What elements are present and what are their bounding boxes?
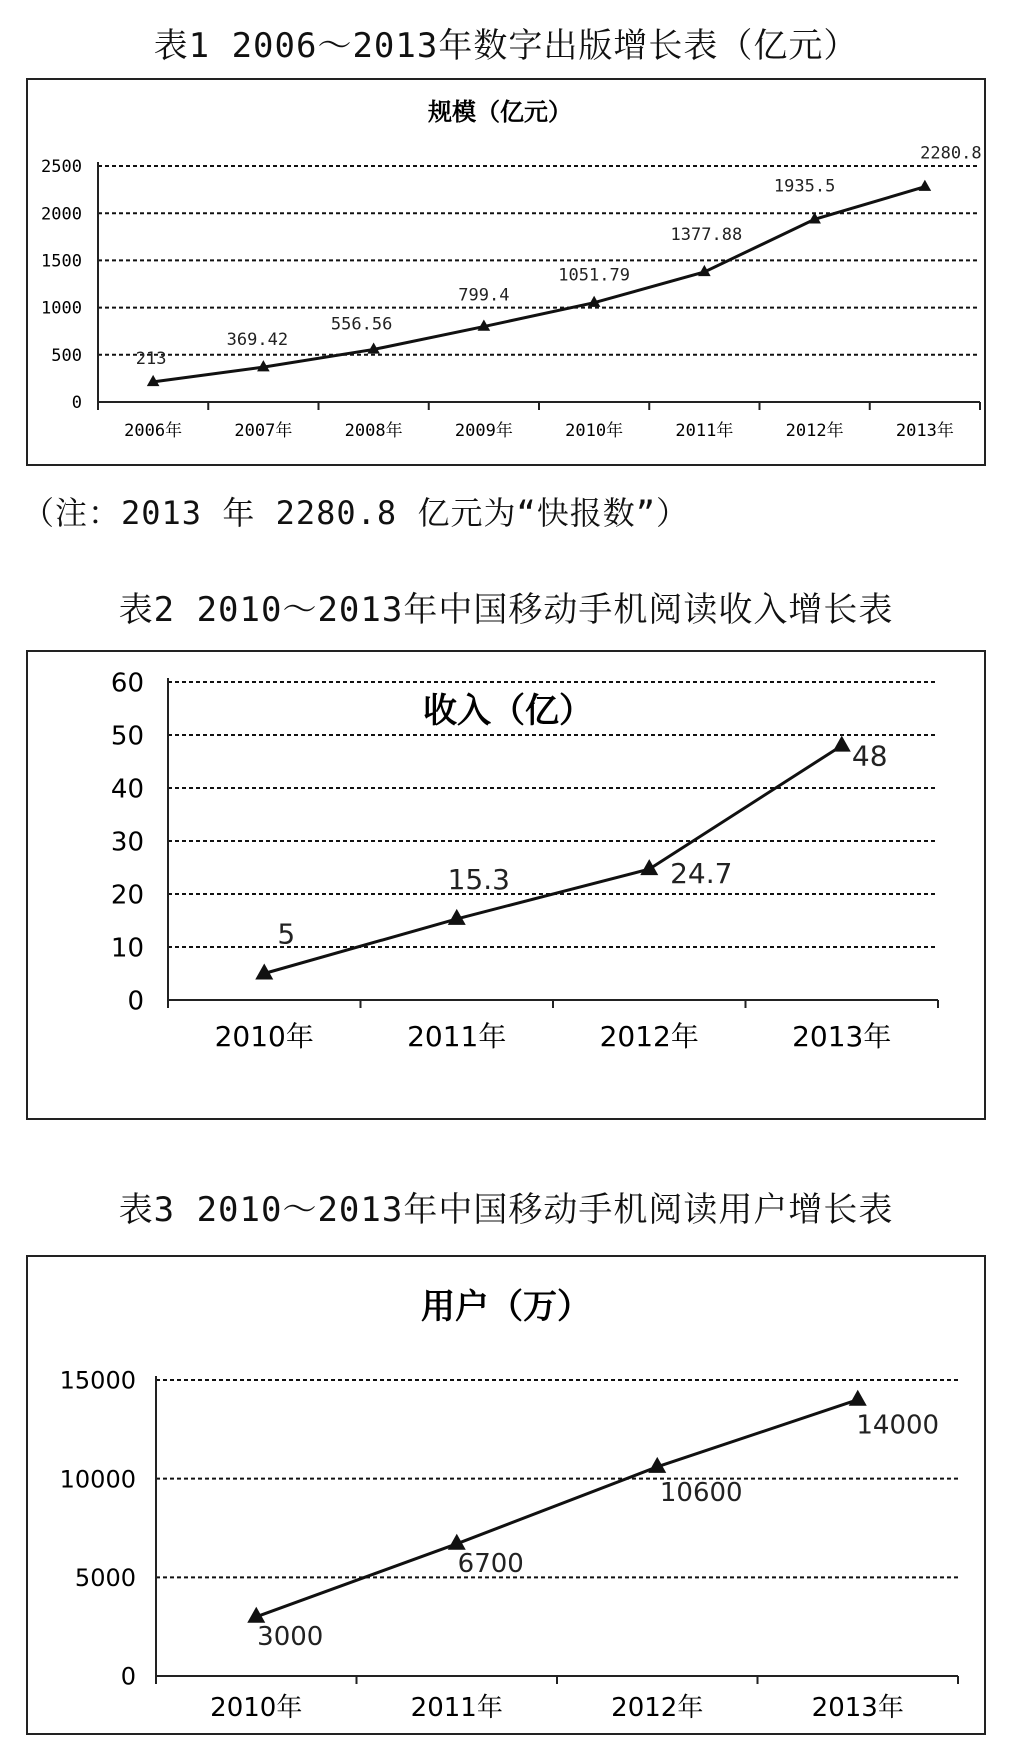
data-label: 556.56 xyxy=(330,314,393,335)
data-label: 14000 xyxy=(856,1410,940,1441)
y-tick-label: 1000 xyxy=(41,298,82,319)
y-tick-label: 1500 xyxy=(41,251,82,272)
data-label: 213 xyxy=(135,348,167,369)
x-tick-label: 2008年 xyxy=(344,421,403,441)
data-label: 2280.8 xyxy=(920,143,982,164)
y-tick-label: 0 xyxy=(120,1662,136,1691)
data-label: 10600 xyxy=(659,1477,743,1508)
x-tick-label: 2011年 xyxy=(407,1020,507,1053)
y-tick-label: 20 xyxy=(110,880,144,911)
x-tick-label: 2013年 xyxy=(895,421,954,441)
x-tick-label: 2010年 xyxy=(210,1693,303,1723)
chart-title: 用户（万） xyxy=(421,1287,591,1327)
data-label: 5 xyxy=(277,917,296,951)
y-tick-label: 15000 xyxy=(59,1366,136,1395)
x-tick-label: 2012年 xyxy=(785,421,844,441)
y-tick-label: 60 xyxy=(110,668,144,699)
x-tick-label: 2012年 xyxy=(611,1693,704,1723)
y-tick-label: 500 xyxy=(51,345,82,366)
x-tick-label: 2012年 xyxy=(599,1020,699,1053)
series-line xyxy=(256,1400,858,1617)
y-tick-label: 2500 xyxy=(41,157,82,178)
y-tick-label: 40 xyxy=(110,774,144,805)
data-label: 1935.5 xyxy=(773,176,836,197)
y-tick-label: 5000 xyxy=(74,1563,136,1592)
chart-title: 收入（亿） xyxy=(423,691,593,731)
data-label: 799.4 xyxy=(458,285,510,306)
x-tick-label: 2013年 xyxy=(811,1693,904,1723)
data-label: 1377.88 xyxy=(670,224,743,245)
x-tick-label: 2006年 xyxy=(124,421,183,441)
x-tick-label: 2013年 xyxy=(792,1020,892,1053)
x-tick-label: 2010年 xyxy=(565,421,624,441)
data-point xyxy=(849,1390,867,1406)
data-label: 48 xyxy=(851,739,888,773)
data-label: 3000 xyxy=(257,1621,324,1652)
data-label: 1051.79 xyxy=(558,265,630,286)
y-tick-label: 0 xyxy=(127,986,144,1017)
x-tick-label: 2011年 xyxy=(410,1693,503,1723)
y-tick-label: 0 xyxy=(71,393,82,414)
table3-caption: 表3 2010～2013年中国移动手机阅读用户增长表 xyxy=(118,1190,894,1230)
x-tick-label: 2010年 xyxy=(214,1020,314,1053)
footnote: （注：2013 年 2280.8 亿元为“快报数”） xyxy=(22,494,689,532)
x-tick-label: 2009年 xyxy=(454,421,513,441)
y-tick-label: 10000 xyxy=(59,1465,136,1494)
table1-caption: 表1 2006～2013年数字出版增长表（亿元） xyxy=(153,26,859,66)
data-label: 369.42 xyxy=(226,330,289,351)
y-tick-label: 10 xyxy=(110,933,144,964)
y-tick-label: 50 xyxy=(110,721,144,752)
data-label: 24.7 xyxy=(670,857,733,891)
y-tick-label: 2000 xyxy=(41,204,82,225)
y-tick-label: 30 xyxy=(110,827,144,858)
x-tick-label: 2011年 xyxy=(675,421,734,441)
x-tick-label: 2007年 xyxy=(234,421,293,441)
data-label: 6700 xyxy=(457,1548,524,1579)
chart-title: 规模（亿元） xyxy=(428,98,572,126)
data-label: 15.3 xyxy=(447,862,510,896)
table2-caption: 表2 2010～2013年中国移动手机阅读收入增长表 xyxy=(118,590,894,630)
